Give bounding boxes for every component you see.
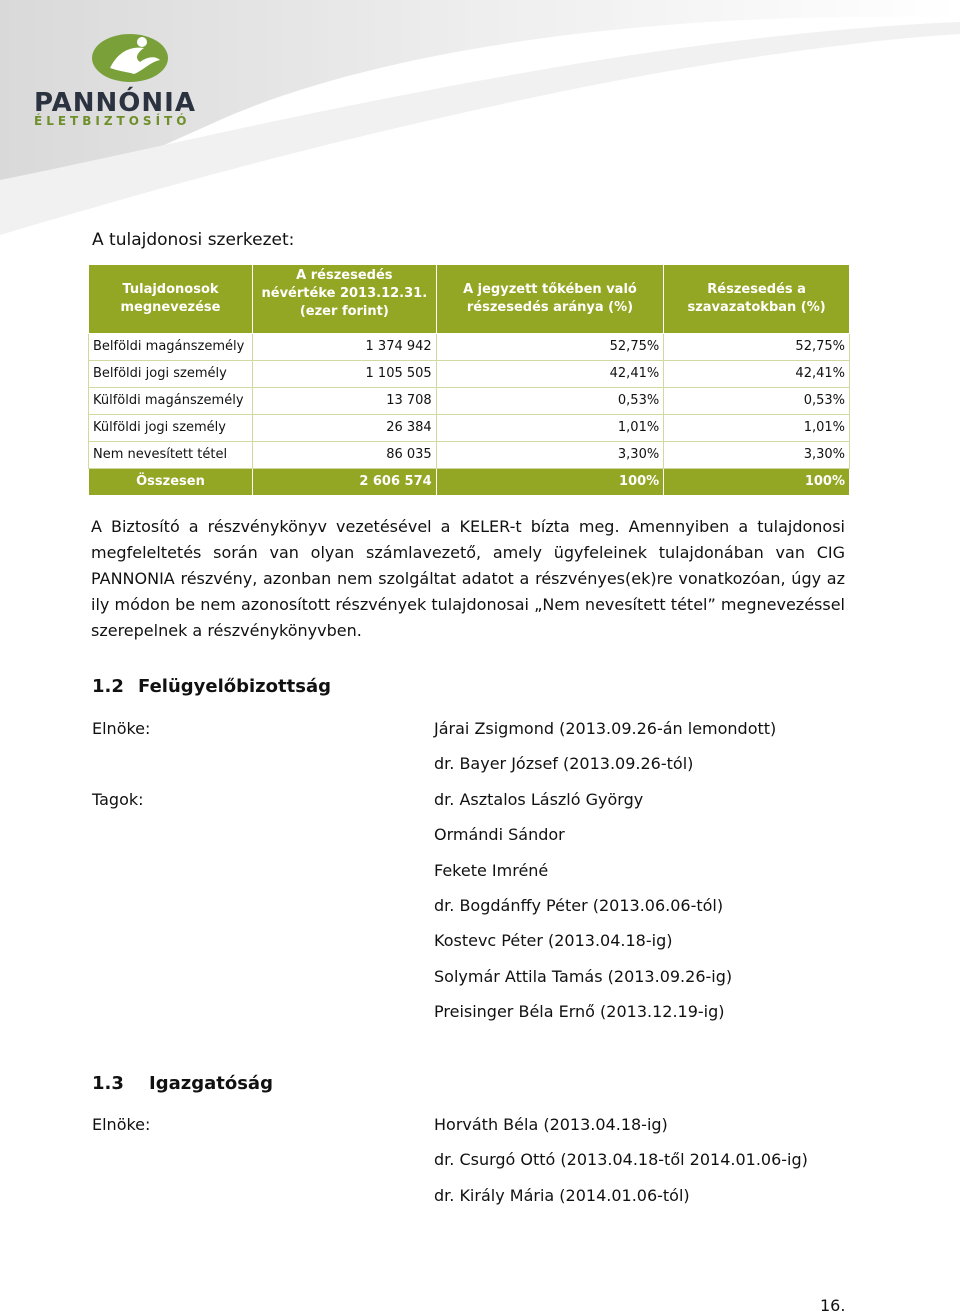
header-voting-share: Részesedés a szavazatokban (%) [664,265,850,334]
list-item: Ormándi Sándor [434,825,565,845]
section-13-title: Igazgatóság [149,1073,273,1094]
ownership-table [88,264,850,496]
cell-owner: Külföldi jogi személy [89,415,253,442]
board-chair-label: Elnöke: [92,1115,151,1134]
cell-value: 26 384 [252,415,436,442]
section-13-number: 1.3 [92,1073,124,1094]
cell-capital: 42,41% [436,361,664,388]
cell-voting: 0,53% [664,388,850,415]
table-row [89,388,850,415]
list-item: dr. Bayer József (2013.09.26-tól) [434,754,694,774]
header-owner: Tulajdonosok megnevezése [89,265,253,334]
page-number: 16. [820,1296,846,1315]
cell-capital: 1,01% [436,415,664,442]
cell-capital: 0,53% [436,388,664,415]
list-item: Horváth Béla (2013.04.18-ig) [434,1115,668,1134]
table-header-row [89,265,850,334]
list-item: dr. Király Mária (2014.01.06-tól) [434,1185,690,1205]
table-total-row [89,469,850,496]
list-item: Solymár Attila Tamás (2013.09.26-ig) [434,966,733,986]
supervisory-chair-label: Elnöke: [92,719,151,738]
header-nominal-value: A részesedés névértéke 2013.12.31. (ezer forint) [252,265,436,334]
cell-capital: 52,75% [436,334,664,361]
cell-value: 1 105 505 [252,361,436,388]
cell-voting: 1,01% [664,415,850,442]
total-value: 2 606 574 [252,469,436,496]
supervisory-board-list [434,719,776,1038]
total-voting: 100% [664,469,850,496]
header-capital-share: A jegyzett tőkében való részesedés aránya (%) [436,265,664,334]
table-row [89,334,850,361]
logo-brand-text: PANNÓNIA [34,88,196,118]
cell-capital: 3,30% [436,442,664,469]
cell-owner: Belföldi magánszemély [89,334,253,361]
cell-owner: Belföldi jogi személy [89,361,253,388]
list-item: Járai Zsigmond (2013.09.26-án lemondott) [434,719,777,738]
list-item: Kostevc Péter (2013.04.18-ig) [434,931,673,951]
total-label: Összesen [89,469,253,496]
share-register-paragraph: A Biztosító a részvénykönyv vezetésével a KELER-t bízta meg. Amennyiben a tulajdonosi megfeleltetés során van olyan számlavezető, amely ügyfeleinek tulajdonában van CIG PANNONIA részvény, azonban nem szolgáltat adatot a részvényes(ek)re vonatkozóan, úgy az ily módon be nem azonosított részvények tulajdonosai „Nem nevesített tétel” megnevezéssel szerepelnek a részvénykönyvben. [91,517,845,640]
section-12-number: 1.2 [92,676,124,697]
cell-owner: Nem nevesített tétel [89,442,253,469]
cell-voting: 3,30% [664,442,850,469]
list-item: dr. Csurgó Ottó (2013.04.18-től 2014.01.06-ig) [434,1150,808,1170]
cell-voting: 42,41% [664,361,850,388]
ownership-intro: A tulajdonosi szerkezet: [92,230,295,250]
list-item: Fekete Imréné [434,860,549,880]
list-item: dr. Bogdánffy Péter (2013.06.06-tól) [434,895,724,915]
table-row [89,415,850,442]
table-row [89,442,850,469]
header-band [0,0,960,240]
total-capital: 100% [436,469,664,496]
cell-owner: Külföldi magánszemély [89,388,253,415]
list-item: Preisinger Béla Ernő (2013.12.19-ig) [434,1002,725,1022]
cell-value: 13 708 [252,388,436,415]
cell-voting: 52,75% [664,334,850,361]
supervisory-members-label: Tagok: [92,790,144,809]
logo-sub-text: ÉLETBIZTOSÍTÓ [34,114,191,128]
cell-value: 86 035 [252,442,436,469]
section-12-title: Felügyelőbizottság [138,676,331,697]
list-item: dr. Asztalos László György [434,789,644,809]
cell-value: 1 374 942 [252,334,436,361]
board-of-directors-list [434,1115,808,1221]
table-row [89,361,850,388]
